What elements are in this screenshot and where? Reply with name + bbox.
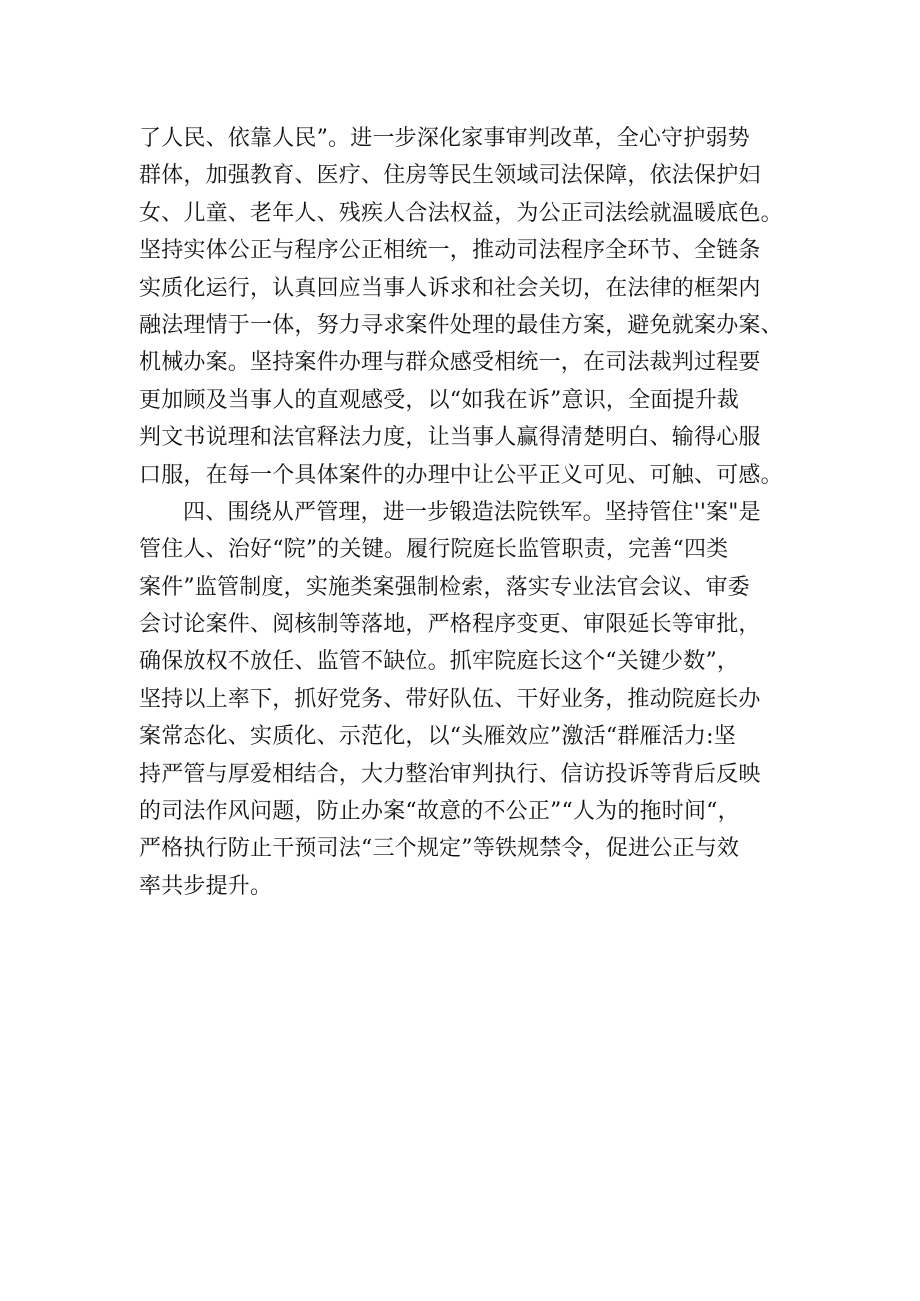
text-line: 的司法作风问题，防止办案“故意的不公正”“人为的拖时间“， <box>139 799 740 825</box>
text-line: 口服，在每一个具体案件的办理中让公平正义可见、可触、可感。 <box>139 462 783 488</box>
section-four-first-line: 四、围绕从严管理，进一步锻造法院铁军。坚持管住''案"是 <box>183 499 761 525</box>
text-line: 更加顾及当事人的直观感受，以“如我在诉”意识，全面提升裁 <box>139 387 740 413</box>
text-line: 案常态化、实质化、示范化，以“头雁效应”激活“群雁活力:坚 <box>139 724 736 750</box>
text-line: 持严管与厚爱相结合，大力整治审判执行、信访投诉等背后反映 <box>139 761 761 787</box>
text-line: 群体，加强教育、医疗、住房等民生领域司法保障，依法保护妇 <box>139 163 761 189</box>
text-line: 率共步提升。 <box>139 873 273 899</box>
text-line: 判文书说理和法官释法力度，让当事人赢得清楚明白、输得心服 <box>139 425 761 451</box>
text-line: 会讨论案件、阅核制等落地，严格程序变更、审限延长等审批， <box>139 612 761 638</box>
text-line: 严格执行防止干预司法“三个规定”等铁规禁令，促进公正与效 <box>139 836 740 862</box>
text-line: 坚持实体公正与程序公正相统一，推动司法程序全环节、全链条 <box>139 238 761 264</box>
body-text <box>139 120 819 905</box>
text-line: 确保放权不放任、监管不缺位。抓牢院庭长这个“关键少数”， <box>139 649 740 675</box>
text-line: 了人民、依靠人民”。进一步深化家事审判改革，全心守护弱势 <box>139 126 750 151</box>
text-line: 管住人、治好“院”的关键。履行院庭长监管职责，完善“四类 <box>139 537 729 563</box>
text-line: 实质化运行，认真回应当事人诉求和社会关切，在法律的框架内 <box>139 275 761 301</box>
text-line: 女、儿童、老年人、残疾人合法权益，为公正司法绘就温暖底色。 <box>139 200 783 226</box>
text-line: 案件”监管制度，实施类案强制检索，落实专业法官会议、审委 <box>139 574 750 600</box>
text-line: 融法理情于一体，努力寻求案件处理的最佳方案，避免就案办案、 <box>139 312 783 338</box>
text-line: 坚持以上率下，抓好党务、带好队伍、干好业务，推动院庭长办 <box>139 686 761 712</box>
text-line: 机械办案。坚持案件办理与群众感受相统一，在司法裁判过程要 <box>139 350 761 376</box>
